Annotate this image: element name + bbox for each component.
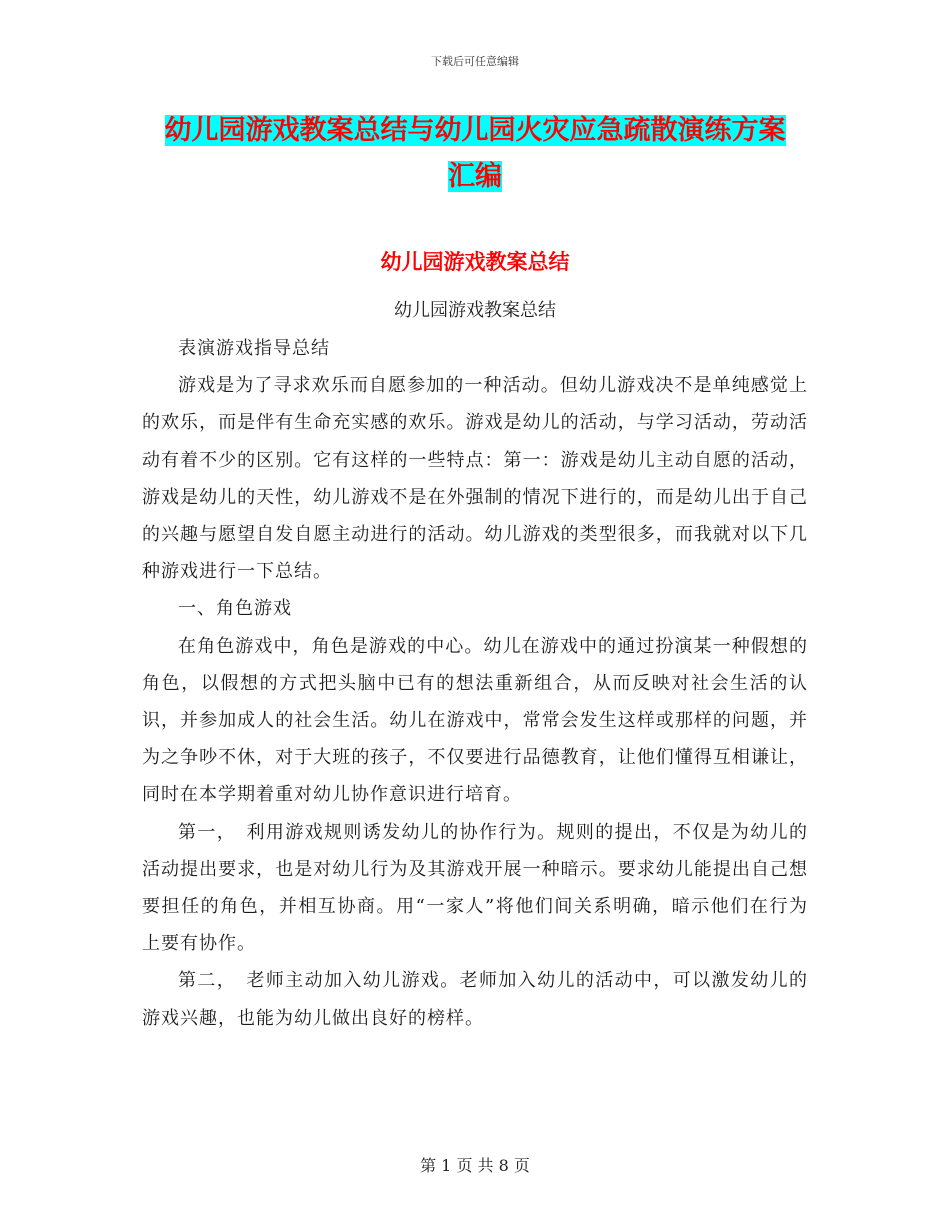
title-line-1: 幼儿园游戏教案总结与幼儿园火灾应急疏散演练方案 [164,115,786,146]
header-note: 下载后可任意编辑 [431,55,519,68]
subtitle: 幼儿园游戏教案总结 [394,300,556,321]
paragraph: 第一， 利用游戏规则诱发幼儿的协作行为。规则的提出，不仅是为幼儿的活动提出要求，也是对幼儿行为及其游戏开展一种暗示。要求幼儿能提出自己想要担任的角色，并相互协商。用“一家人”将他们间关系明确，暗示他们在行为上要有协作。 [142,821,808,955]
paragraph: 游戏是为了寻求欢乐而自愿参加的一种活动。但幼儿游戏决不是单纯感觉上的欢乐，而是伴有生命充实感的欢乐。游戏是幼儿的活动，与学习活动，劳动活动有着不少的区别。它有这样的一些特点：第一：游戏是幼儿主动自愿的活动，游戏是幼儿的天性，幼儿游戏不是在外强制的情况下进行的，而是幼儿出于自己的兴趣与愿望自发自愿主动进行的活动。幼儿游戏的类型很多，而我就对以下几种游戏进行一下总结。 [142,375,808,583]
title-line-2: 汇编 [448,161,502,192]
paragraph: 第二， 老师主动加入幼儿游戏。老师加入幼儿的活动中，可以激发幼儿的游戏兴趣，也能为幼儿做出良好的榜样。 [142,970,808,1029]
section-title: 幼儿园游戏教案总结 [380,250,570,274]
document-title [142,108,808,200]
page-number: 第 1 页 共 8 页 [420,1156,530,1175]
paragraph: 一、角色游戏 [178,598,292,620]
body-text [142,330,808,1037]
paragraph: 表演游戏指导总结 [178,338,330,359]
paragraph: 在角色游戏中，角色是游戏的中心。幼儿在游戏中的通过扮演某一种假想的角色，以假想的方式把头脑中已有的想法重新组合，从而反映对社会生活的认识，并参加成人的社会生活。幼儿在游戏中，常常会发生这样或那样的问题，并为之争吵不休，对于大班的孩子，不仅要进行品德教育，让他们懂得互相谦让，同时在本学期着重对幼儿协作意识进行培育。 [142,635,808,806]
